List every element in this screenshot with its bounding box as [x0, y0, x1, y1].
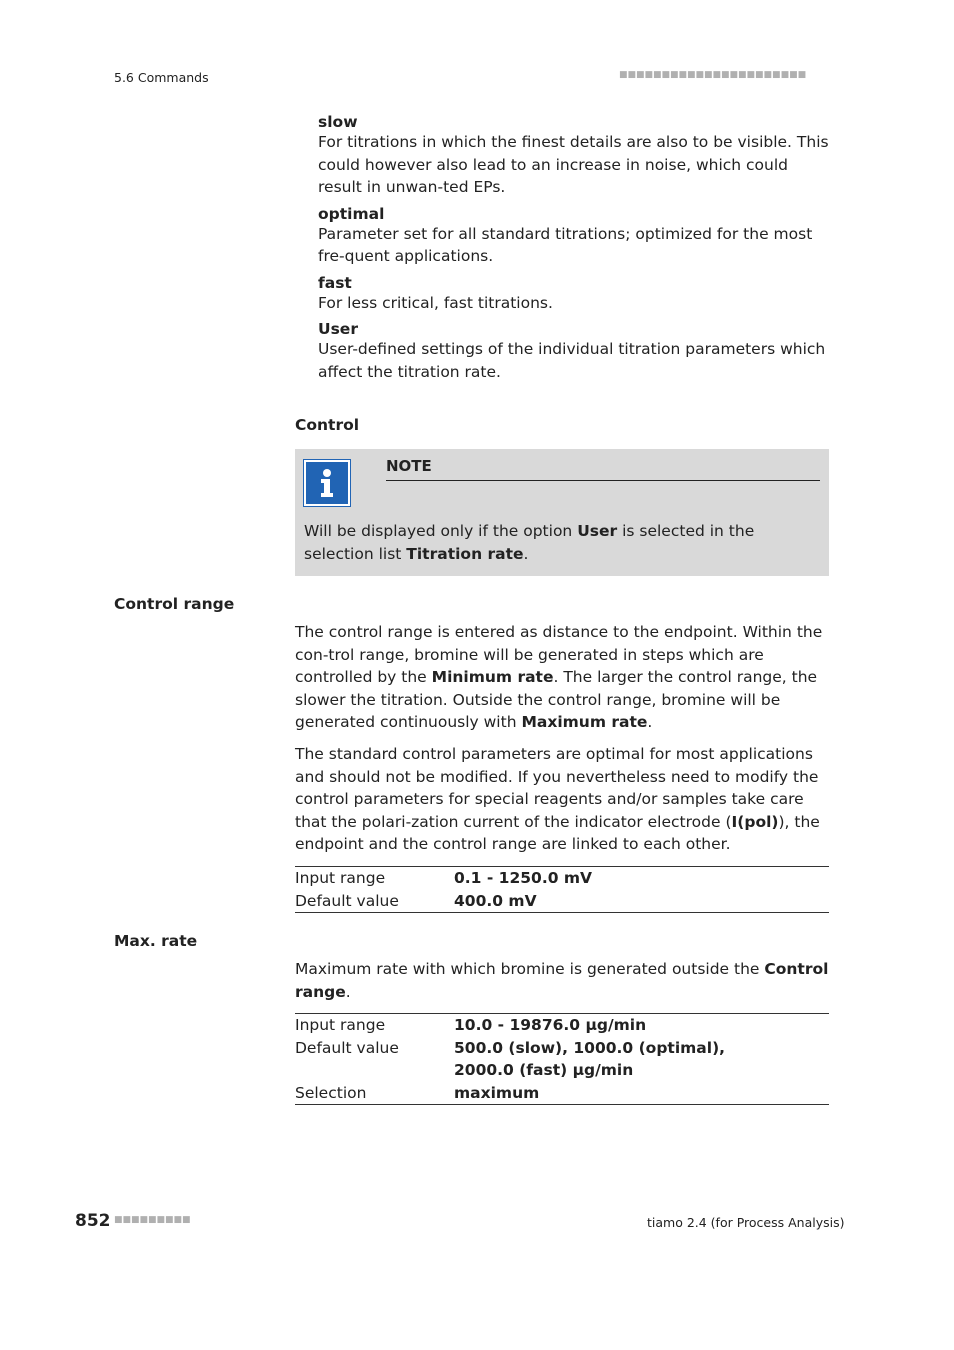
table-row [295, 1037, 829, 1082]
control-range-paragraph-1: The control range is entered as distance to the endpoint. Within the con-trol range, bromine will be generated in steps which are controlled by the Minimum rate. The larger the control range, the slower the titration. Outside the control range, bromine will be generated continuously with Maximum rate. [295, 623, 823, 731]
table-key: Selection [295, 1083, 367, 1102]
note-title: NOTE [386, 457, 432, 475]
table-value: 0.1 - 1250.0 mV [454, 869, 593, 887]
table-key: Input range [295, 1016, 386, 1034]
option-desc-user: User-defined settings of the individual titration parameters which affect the titration rate. [318, 340, 826, 381]
table-value: 10.0 - 19876.0 µg/min [454, 1016, 647, 1034]
table-row [295, 867, 829, 890]
option-desc-fast: For less critical, fast titrations. [318, 293, 553, 312]
note-text: Will be displayed only if the option User is selected in the selection list Titration rate. [304, 522, 755, 563]
table-key: Default value [295, 891, 399, 910]
table-value: maximum [454, 1083, 540, 1102]
control-heading: Control [295, 416, 360, 434]
table-key: Input range [295, 869, 386, 887]
table-value: 400.0 mV [454, 891, 537, 910]
table-value: 500.0 (slow), 1000.0 (optimal), 2000.0 (fast) µg/min [454, 1038, 726, 1079]
option-desc-slow: For titrations in which the finest details are also to be visible. This could however also lead to an increase in noise, which could result in unwan-ted EPs. [318, 133, 829, 196]
option-term-slow: slow [318, 113, 358, 131]
table-row [295, 890, 829, 913]
info-icon [304, 460, 350, 506]
section-header: 5.6 Commands [114, 70, 209, 85]
option-term-user: User [318, 320, 358, 338]
control-range-paragraph-2: The standard control parameters are optimal for most applications and should not be modified. If you nevertheless need to modify the control parameters for special reagents and/or samples take care that the polari-zation current of the indicator electrode (I(pol)), the endpoint and the control range are linked to each other. [295, 745, 820, 853]
footer-decoration: ■■■■■■■■■ [114, 1215, 191, 1225]
option-term-fast: fast [318, 273, 352, 292]
option-term-optimal: optimal [318, 204, 385, 223]
header-decoration: ■■■■■■■■■■■■■■■■■■■■■■ [619, 70, 807, 80]
option-desc-optimal: Parameter set for all standard titrations; optimized for the most fre-quent applications. [318, 224, 813, 265]
option-list [318, 113, 830, 383]
note-divider [386, 480, 820, 481]
max-rate-heading: Max. rate [114, 932, 198, 950]
footer-product: tiamo 2.4 (for Process Analysis) [647, 1215, 845, 1230]
page-number: 852 [75, 1211, 111, 1231]
control-range-heading: Control range [114, 595, 235, 613]
table-row [295, 1082, 829, 1105]
table-row [295, 1014, 829, 1037]
max-rate-table [295, 1013, 829, 1105]
max-rate-paragraph: Maximum rate with which bromine is generated outside the Control range. [295, 960, 829, 1001]
table-key: Default value [295, 1038, 399, 1057]
control-range-table [295, 866, 829, 913]
